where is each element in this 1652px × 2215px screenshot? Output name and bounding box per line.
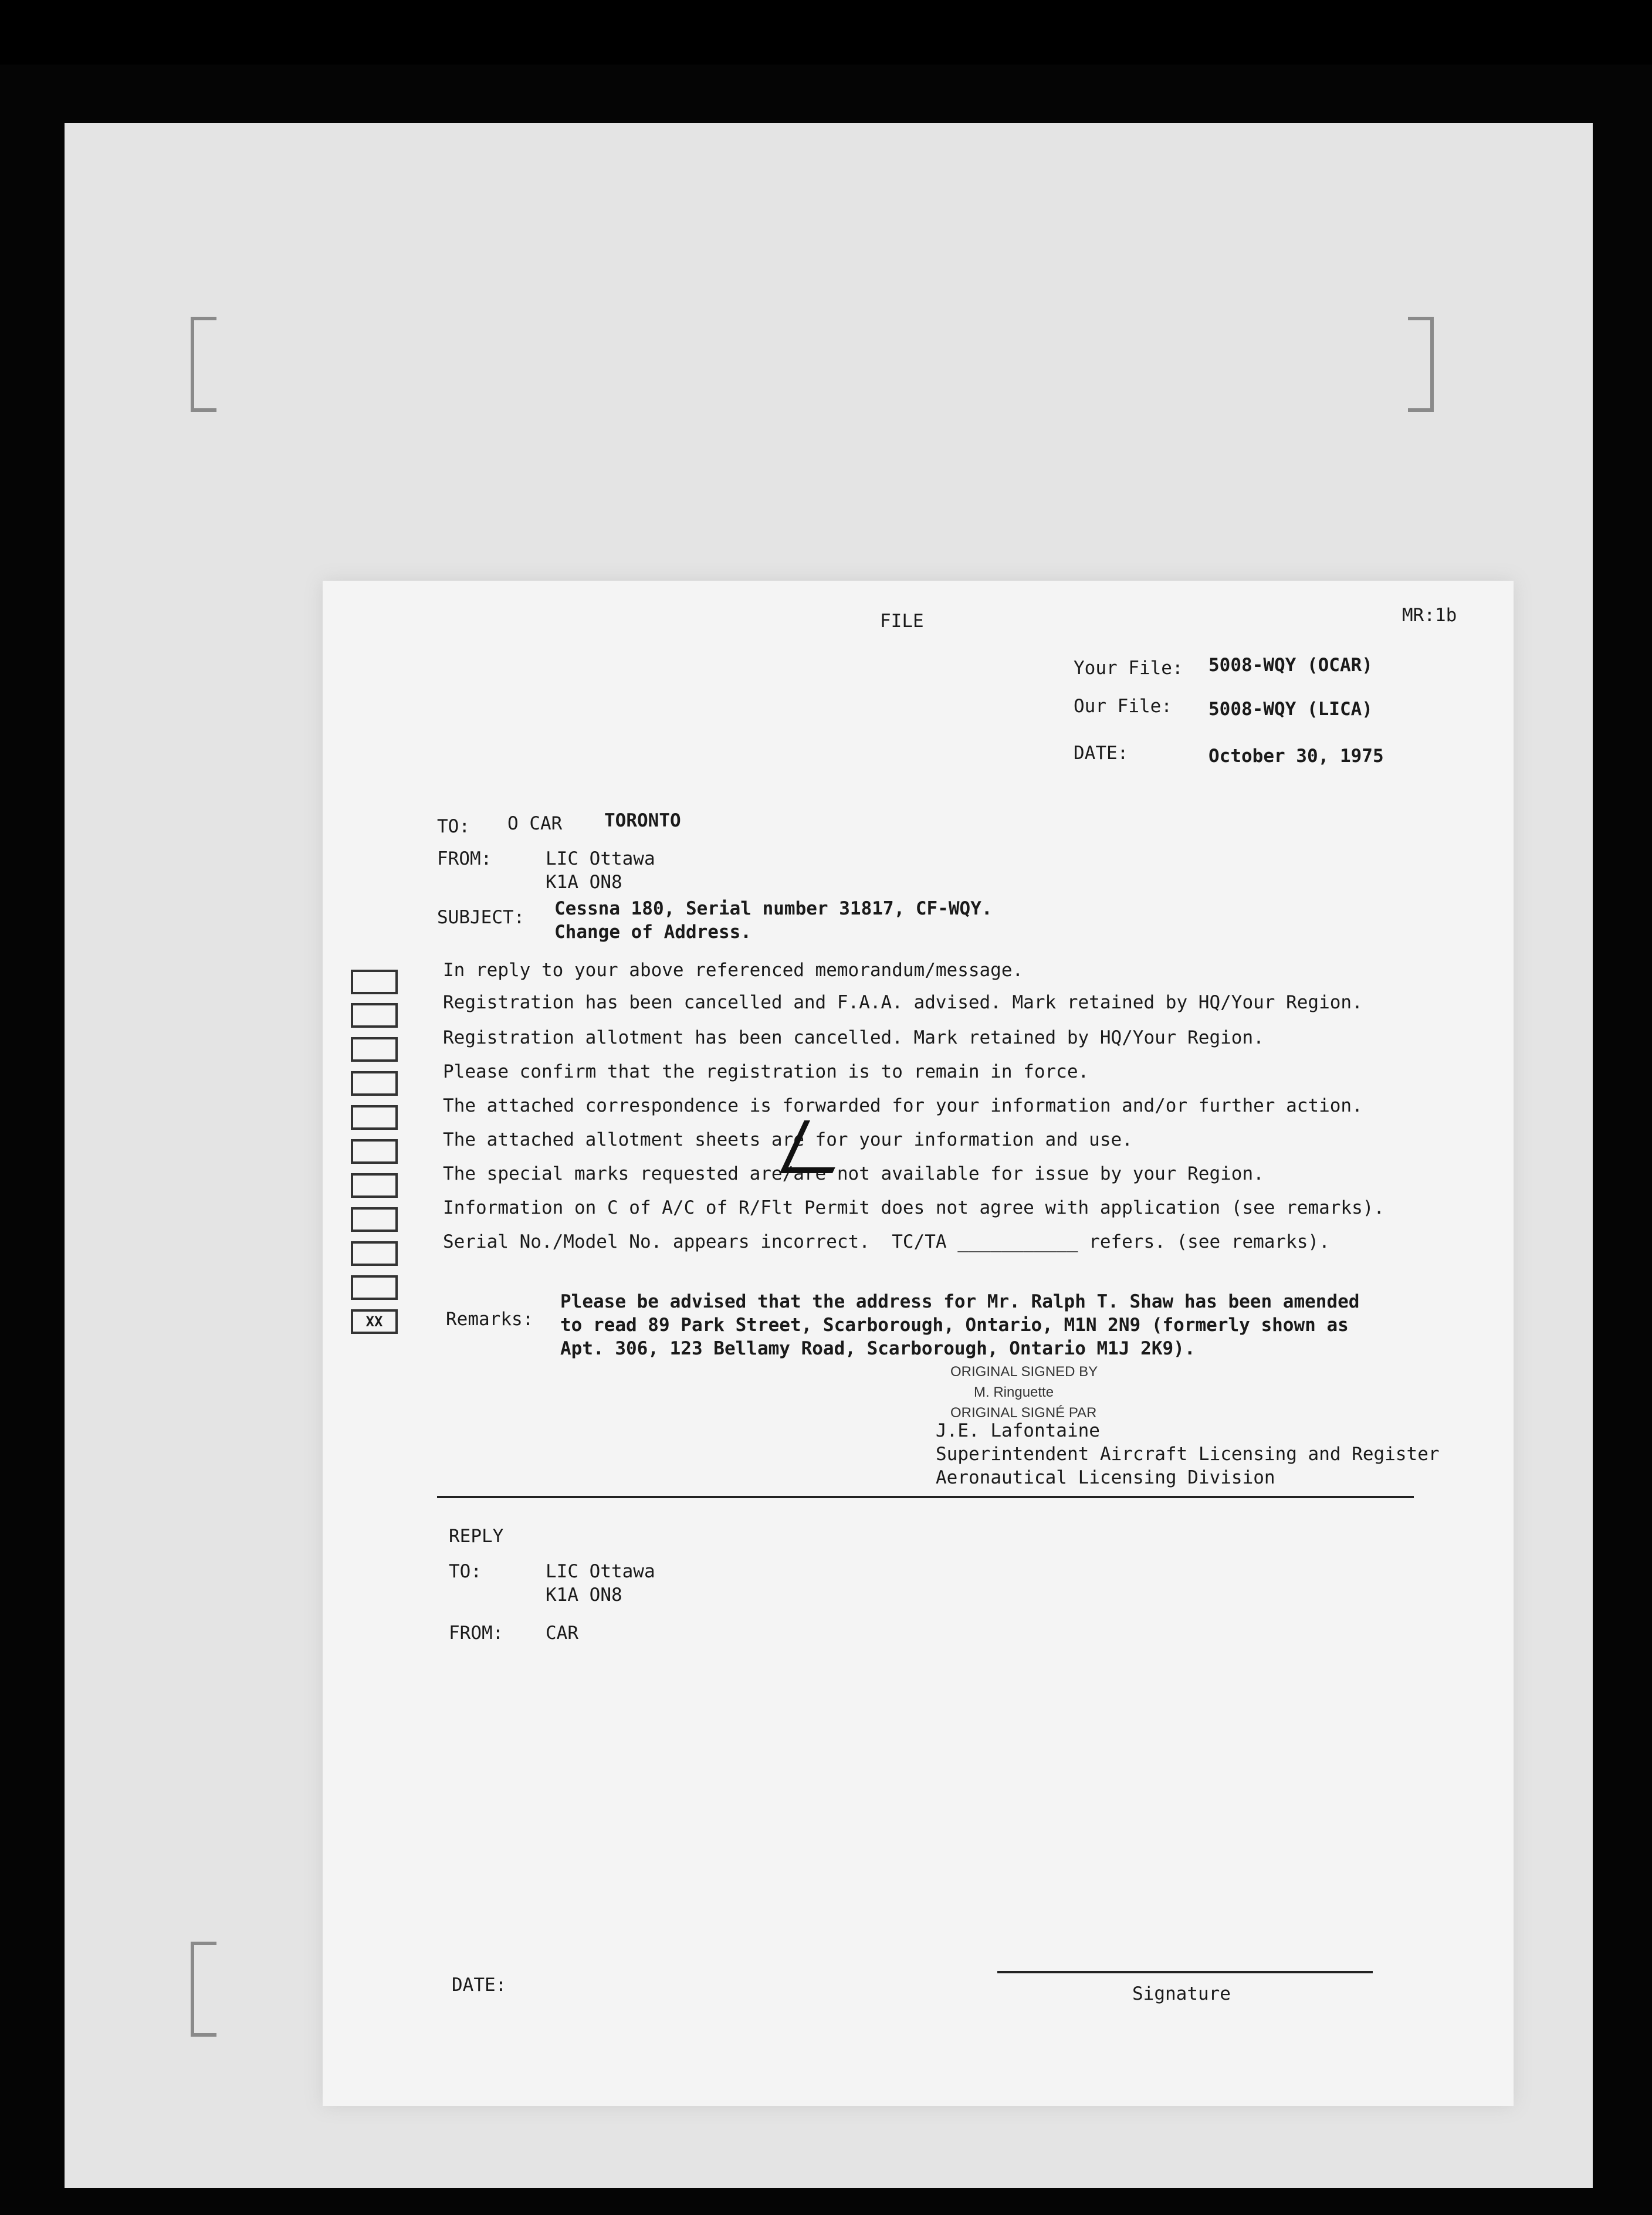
checkbox[interactable] [351, 1275, 398, 1300]
checklist-item: In reply to your above referenced memorandum/message. [443, 960, 1024, 981]
from-label: FROM: [437, 848, 492, 869]
mr-code: MR:1b [1402, 605, 1457, 626]
remarks-line3: Apt. 306, 123 Bellamy Road, Scarborough, Ontario M1J 2K9). [560, 1338, 1196, 1359]
crop-mark-top-right [1408, 317, 1434, 412]
checklist-item: Serial No./Model No. appears incorrect. TC/TA ___________ refers. (see remarks). [443, 1231, 1330, 1252]
reply-to-line2: K1A ON8 [546, 1584, 622, 1606]
reply-heading: REPLY [449, 1526, 504, 1547]
checkbox[interactable] [351, 970, 398, 994]
signatory-division: Aeronautical Licensing Division [936, 1467, 1275, 1488]
subject-line2: Change of Address. [554, 922, 751, 943]
checkbox[interactable] [351, 1173, 398, 1198]
signature-label: Signature [1132, 1983, 1231, 2004]
signatory-name: J.E. Lafontaine [936, 1420, 1100, 1441]
to-label: TO: [437, 816, 470, 837]
your-file-label: Your File: [1074, 658, 1183, 679]
our-file-value: 5008-WQY (LICA) [1208, 699, 1373, 720]
memo-sheet [323, 581, 1514, 2106]
remarks-line2: to read 89 Park Street, Scarborough, Ontario, M1N 2N9 (formerly shown as [560, 1315, 1349, 1336]
signature-line [997, 1971, 1373, 1973]
to-value: O CAR [507, 813, 563, 834]
remarks-line1: Please be advised that the address for Mr. Ralph T. Shaw has been amended [560, 1291, 1360, 1312]
checkbox[interactable] [351, 1003, 398, 1028]
checklist-item: The attached correspondence is forwarded for your information and/or further action. [443, 1095, 1363, 1116]
file-label: FILE [880, 611, 924, 632]
checklist-item: The special marks requested are/are not available for issue by your Region. [443, 1163, 1264, 1184]
from-line2: K1A ON8 [546, 872, 622, 893]
checkbox[interactable] [351, 1139, 398, 1164]
remarks-label: Remarks: [446, 1309, 534, 1330]
reply-date-label: DATE: [452, 1974, 507, 1996]
subject-line1: Cessna 180, Serial number 31817, CF-WQY. [554, 898, 993, 919]
date-value: October 30, 1975 [1208, 746, 1384, 767]
checkbox[interactable] [351, 1241, 398, 1266]
from-line1: LIC Ottawa [546, 848, 655, 869]
stamp-original-signed: ORIGINAL SIGNED BY [950, 1364, 1098, 1380]
checklist-item: The attached allotment sheets are for your information and use. [443, 1129, 1133, 1150]
divider [437, 1496, 1414, 1498]
signatory-title: Superintendent Aircraft Licensing and Register [936, 1444, 1440, 1465]
checklist-item: Registration has been cancelled and F.A.A. advised. Mark retained by HQ/Your Region. [443, 992, 1363, 1013]
checkbox[interactable] [351, 1071, 398, 1096]
checkbox[interactable] [351, 1037, 398, 1062]
date-label: DATE: [1074, 743, 1129, 764]
reply-from-label: FROM: [449, 1623, 504, 1644]
checkbox[interactable] [351, 1207, 398, 1232]
crop-mark-bottom-left [191, 1942, 216, 2037]
checklist-item: Please confirm that the registration is to remain in force. [443, 1061, 1089, 1082]
checkbox-checked[interactable]: XX [351, 1309, 398, 1334]
stamp-name: M. Ringuette [974, 1384, 1054, 1400]
stamp-original-signe: ORIGINAL SIGNÉ PAR [950, 1405, 1097, 1421]
checklist-item: Registration allotment has been cancelled. Mark retained by HQ/Your Region. [443, 1027, 1264, 1048]
your-file-value: 5008-WQY (OCAR) [1208, 655, 1373, 676]
photo-mount [65, 123, 1593, 2188]
our-file-label: Our File: [1074, 696, 1172, 717]
film-border-top [0, 0, 1652, 65]
crop-mark-top-left [191, 317, 216, 412]
checkbox[interactable] [351, 1105, 398, 1130]
checklist-item: Information on C of A/C of R/Flt Permit does not agree with application (see remarks). [443, 1197, 1385, 1218]
subject-label: SUBJECT: [437, 907, 525, 928]
to-city: TORONTO [604, 810, 681, 831]
reply-to-line1: LIC Ottawa [546, 1561, 655, 1582]
reply-to-label: TO: [449, 1561, 482, 1582]
reply-from-value: CAR [546, 1623, 578, 1644]
